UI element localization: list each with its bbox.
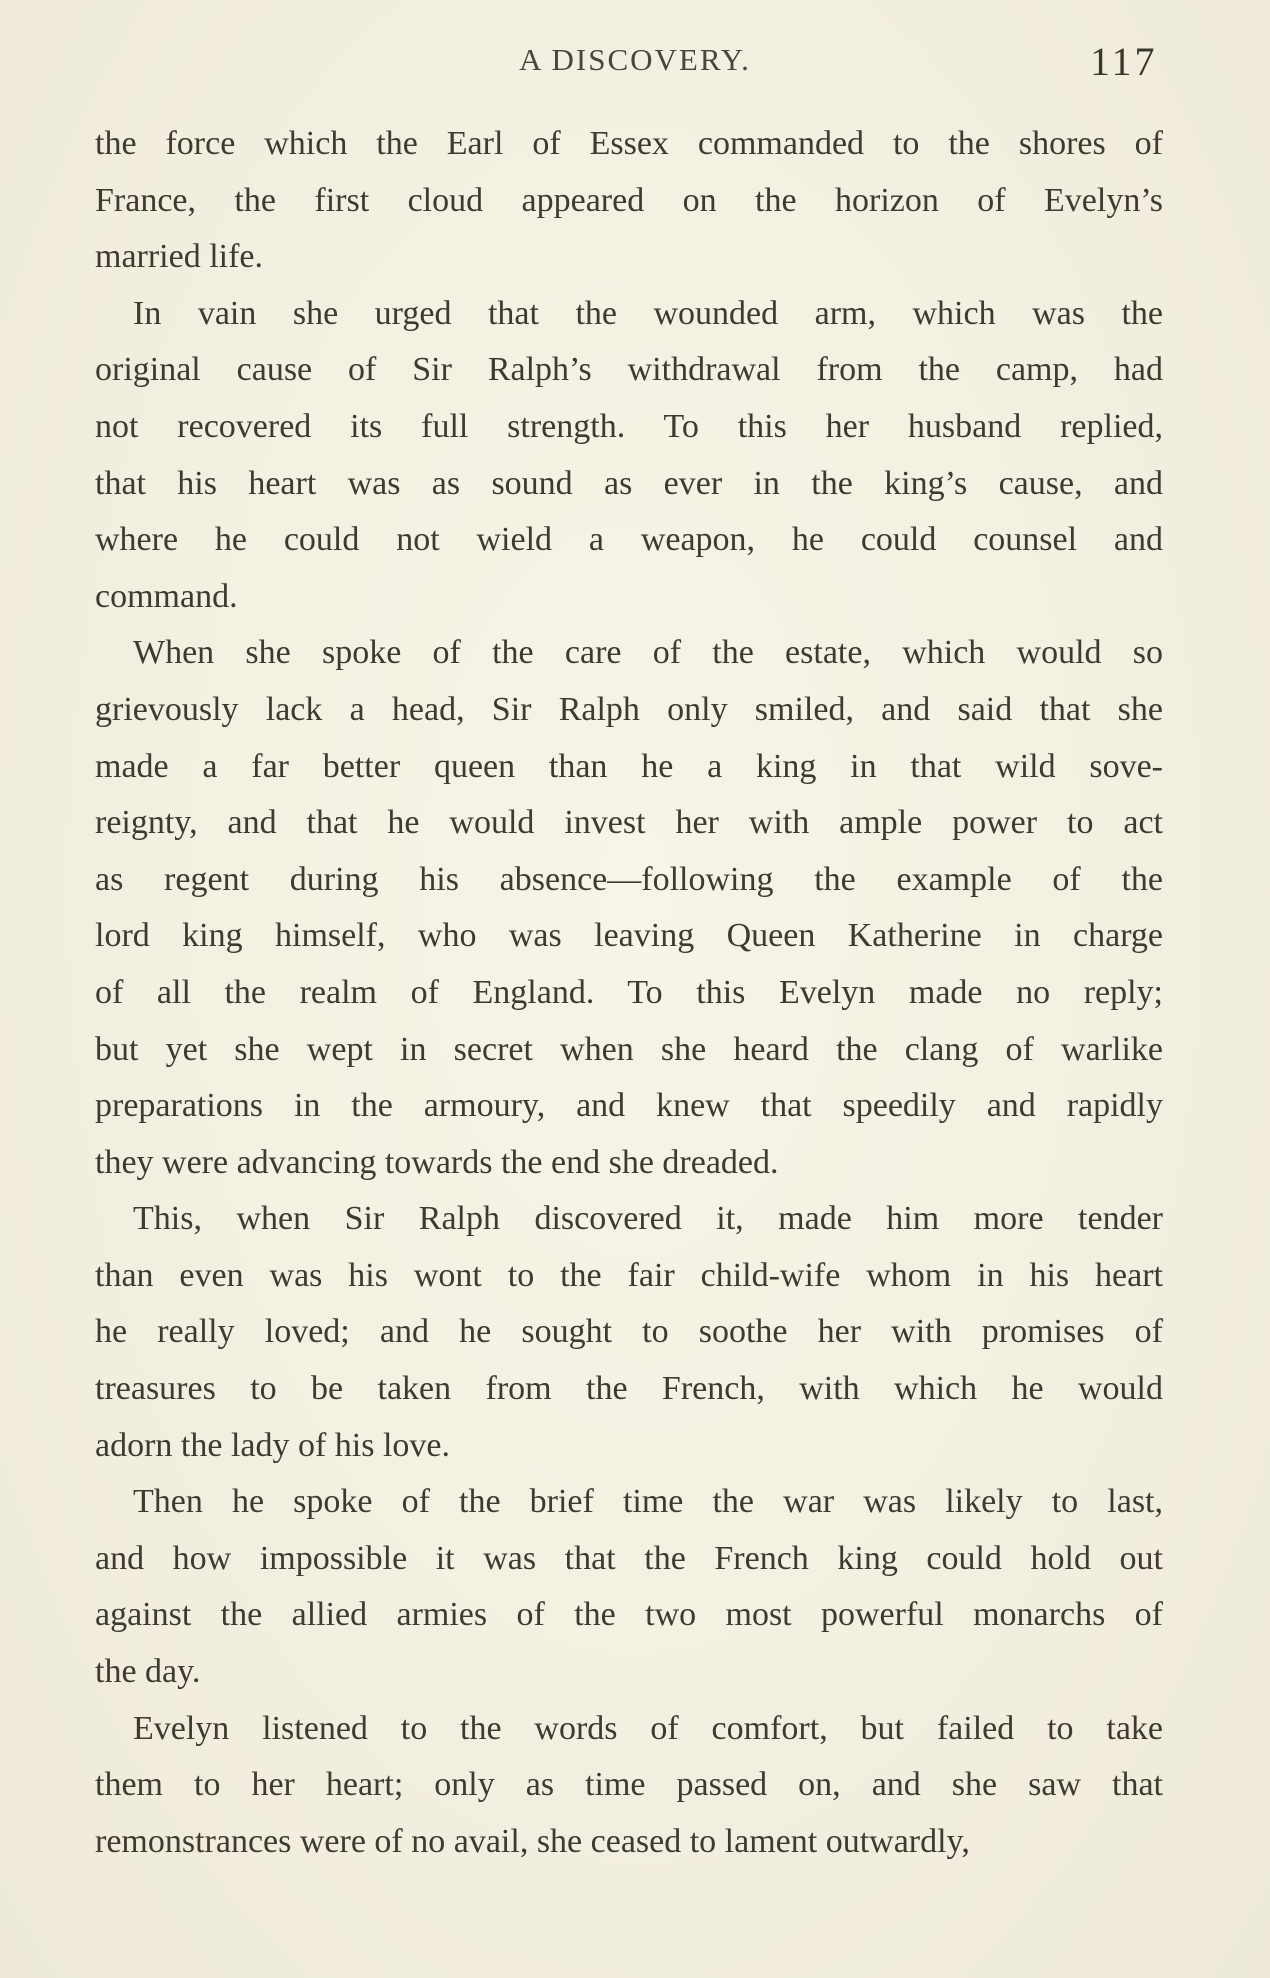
text-line: not recovered its full strength. To this her husband replied, xyxy=(95,407,1163,445)
paragraph xyxy=(95,1474,1163,1700)
text-line: Evelyn listened to the words of comfort, but failed to take xyxy=(133,1709,1163,1747)
running-title: A DISCOVERY. xyxy=(519,42,751,77)
paragraph xyxy=(95,116,1163,286)
text-line: grievously lack a head, Sir Ralph only smiled, and said that she xyxy=(95,690,1163,728)
body-text xyxy=(95,116,1163,1870)
text-line: When she spoke of the care of the estate, which would so xyxy=(133,634,1163,672)
text-line: the day. xyxy=(95,1653,201,1691)
text-line: of all the realm of England. To this Evelyn made no reply; xyxy=(95,973,1163,1011)
paragraph xyxy=(95,625,1163,1191)
text-line: Then he spoke of the brief time the war was likely to last, xyxy=(133,1483,1163,1521)
text-line: original cause of Sir Ralph’s withdrawal from the camp, had xyxy=(95,351,1163,389)
text-line: married life. xyxy=(95,238,264,276)
text-line: and how impossible it was that the French king could hold out xyxy=(95,1539,1163,1577)
running-head xyxy=(0,38,1270,88)
text-line: as regent during his absence—following the example of the xyxy=(95,860,1163,898)
text-line: they were advancing towards the end she dreaded. xyxy=(95,1143,779,1181)
text-line: treasures to be taken from the French, with which he would xyxy=(95,1370,1163,1408)
text-line: them to her heart; only as time passed on, and she saw that xyxy=(95,1766,1163,1804)
text-line: preparations in the armoury, and knew that speedily and rapidly xyxy=(95,1087,1163,1125)
text-line: adorn the lady of his love. xyxy=(95,1426,451,1464)
text-line: than even was his wont to the fair child-wife whom in his heart xyxy=(95,1256,1163,1294)
text-line: France, the first cloud appeared on the horizon of Evelyn’s xyxy=(95,181,1163,219)
text-line: made a far better queen than he a king in that wild sove- xyxy=(95,747,1163,785)
text-line: against the allied armies of the two most powerful monarchs of xyxy=(95,1596,1163,1634)
paragraph xyxy=(95,1191,1163,1474)
text-line: that his heart was as sound as ever in the king’s cause, and xyxy=(95,464,1163,502)
text-line: he really loved; and he sought to soothe her with promises of xyxy=(95,1313,1163,1351)
paragraph xyxy=(95,1701,1163,1871)
text-line: command. xyxy=(95,577,238,615)
text-line: lord king himself, who was leaving Queen Katherine in charge xyxy=(95,917,1163,955)
text-line: This, when Sir Ralph discovered it, made him more tender xyxy=(133,1200,1163,1238)
paragraph xyxy=(95,286,1163,626)
text-line: remonstrances were of no avail, she ceased to lament outwardly, xyxy=(95,1822,970,1860)
text-line: where he could not wield a weapon, he could counsel and xyxy=(95,521,1163,559)
text-line: reignty, and that he would invest her with ample power to act xyxy=(95,804,1163,842)
text-line: the force which the Earl of Essex commanded to the shores of xyxy=(95,125,1163,162)
page-number: 117 xyxy=(1090,39,1158,84)
text-line: In vain she urged that the wounded arm, which was the xyxy=(133,294,1163,332)
text-line: but yet she wept in secret when she heard the clang of warlike xyxy=(95,1030,1163,1068)
